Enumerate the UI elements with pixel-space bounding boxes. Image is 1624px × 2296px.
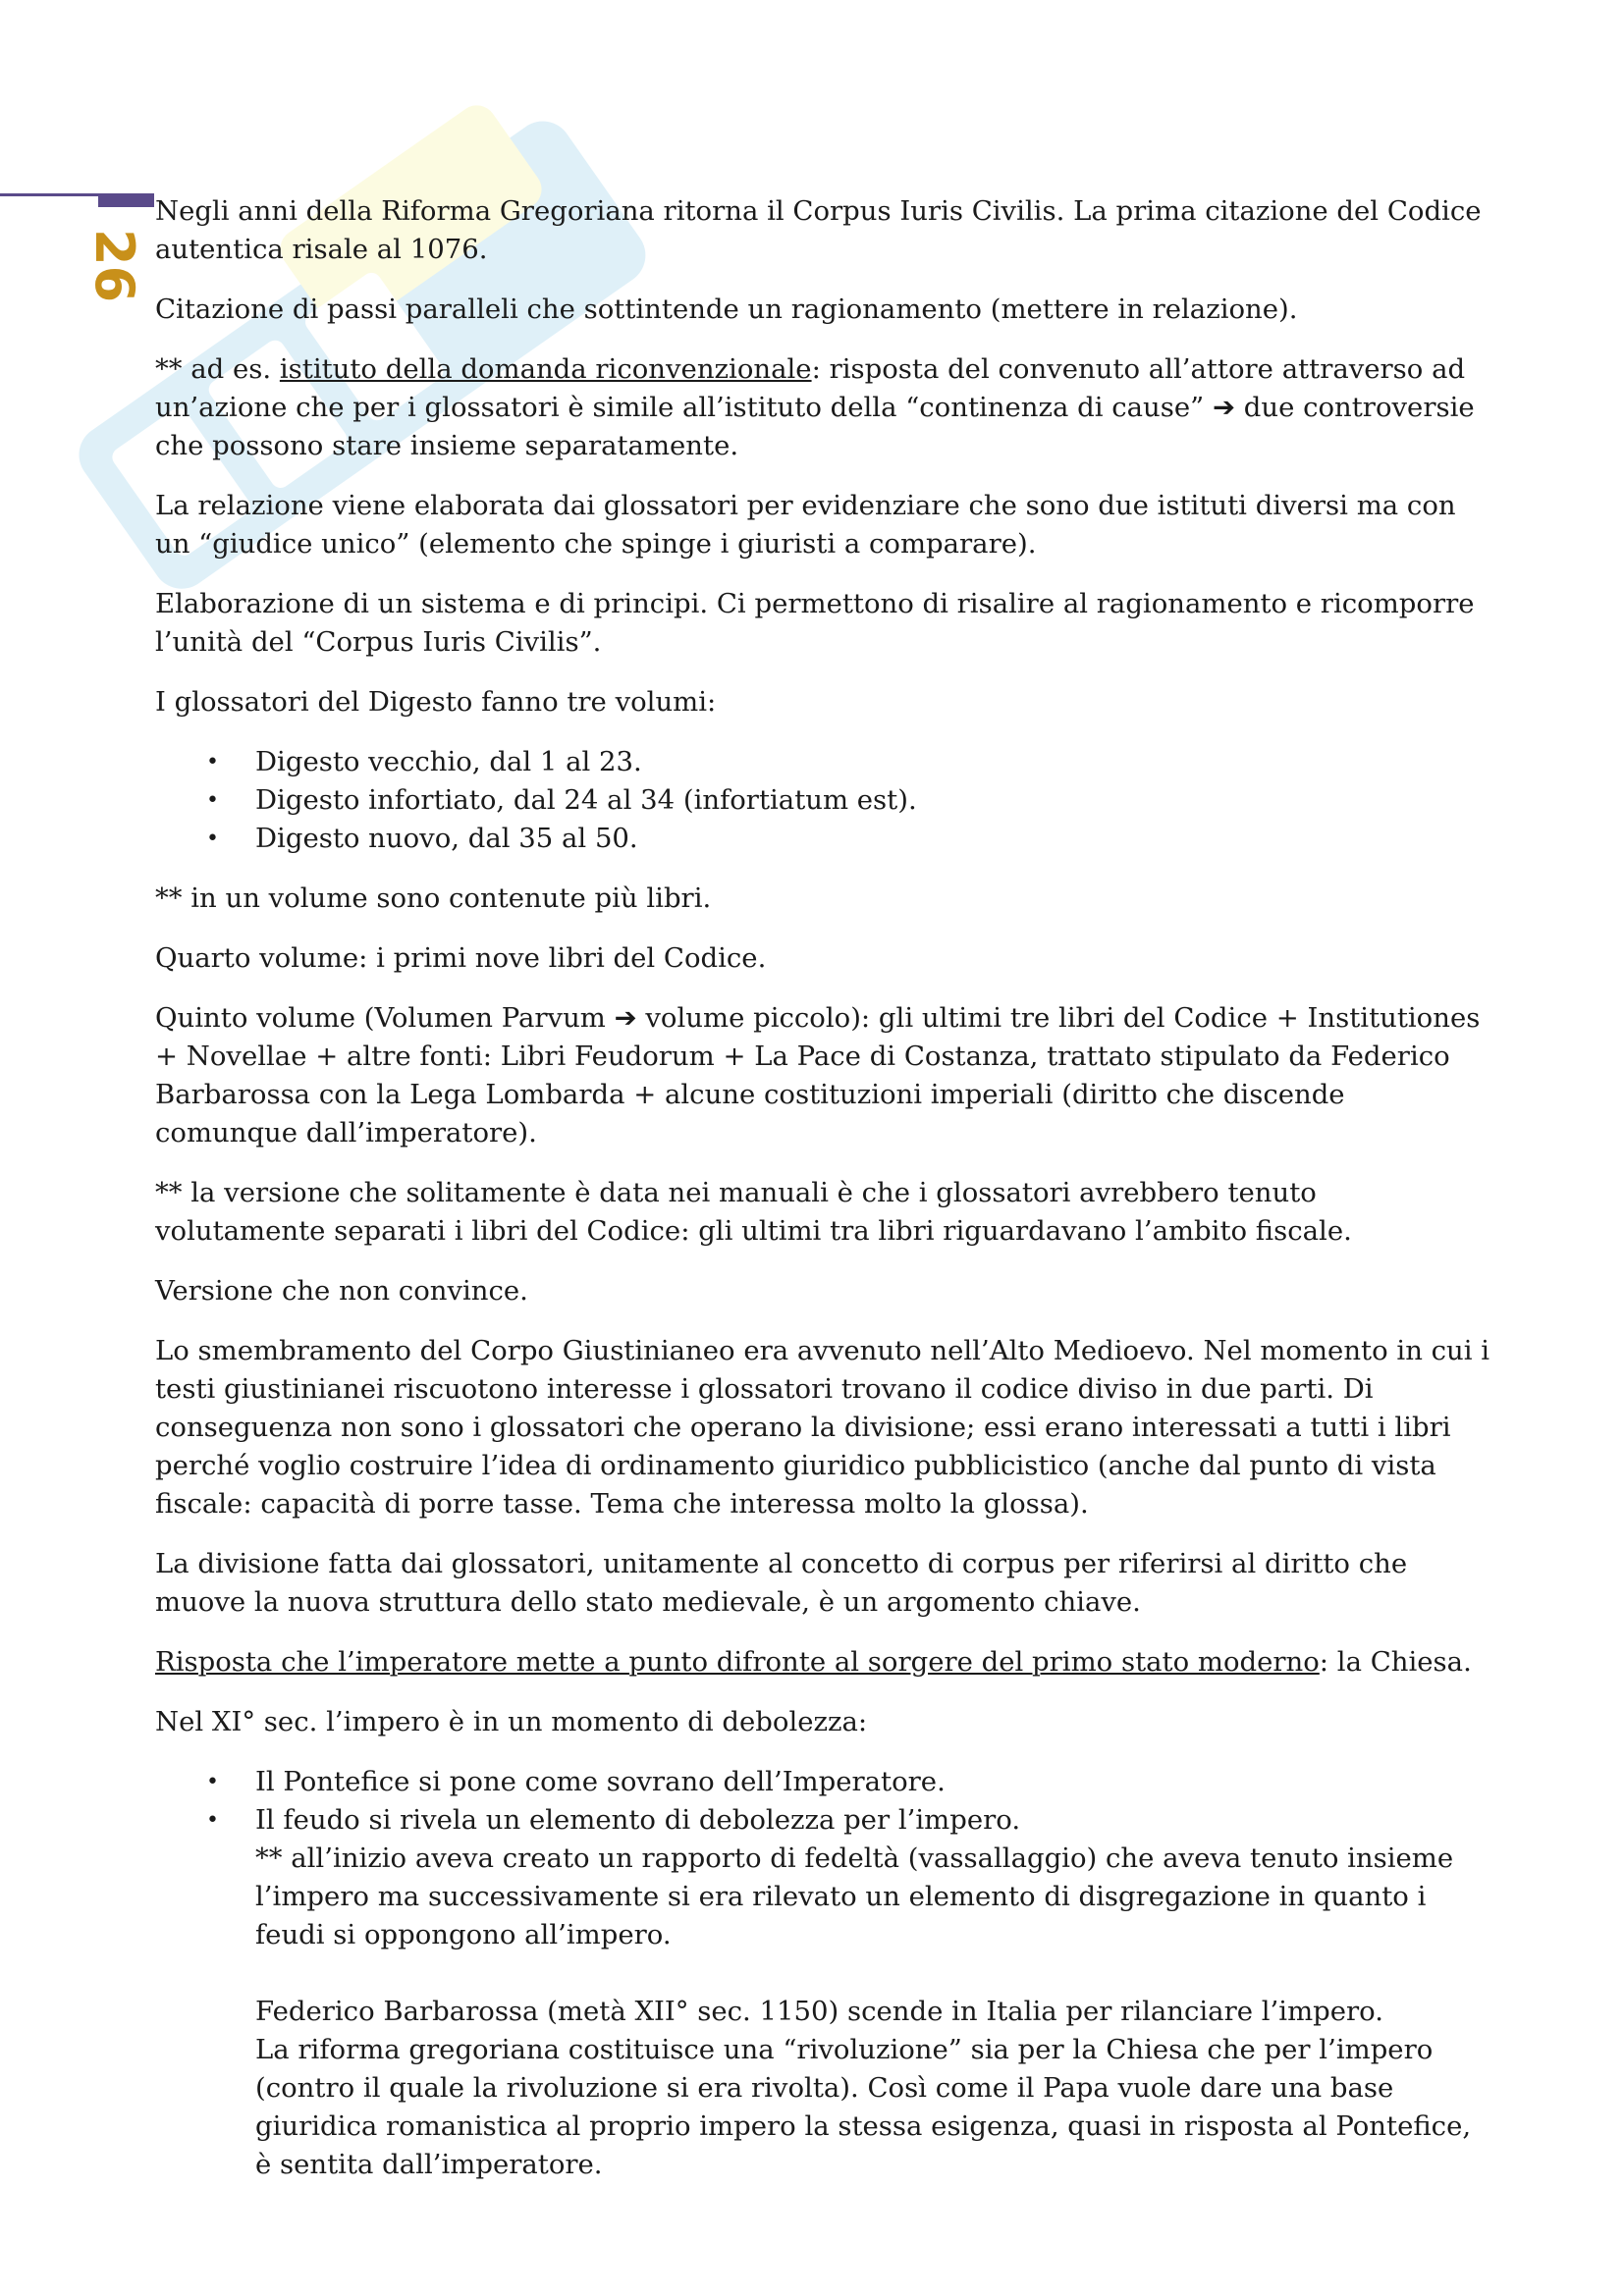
- list-item-text: Il feudo si rivela un elemento di debolezza per l’impero.: [255, 1804, 1021, 1836]
- paragraph: Citazione di passi paralleli che sottintende un ragionamento (mettere in relazione).: [155, 294, 1298, 325]
- paragraph: [155, 999, 1490, 1152]
- paragraph: Versione che non convince.: [155, 1275, 528, 1307]
- list-item: [155, 743, 1490, 781]
- spacer: [255, 1954, 1490, 1993]
- bullet-icon: •: [206, 750, 219, 774]
- digesto-list: [155, 743, 1490, 858]
- list-item-text: Digesto nuovo, dal 35 al 50.: [255, 823, 638, 854]
- paragraph: I glossatori del Digesto fanno tre volumi:: [155, 686, 717, 718]
- list-item-text: Il Pontefice si pone come sovrano dell’Imperatore.: [255, 1766, 946, 1797]
- list-item-note: Federico Barbarossa (metà XII° sec. 1150) scende in Italia per rilanciare l’impero.: [255, 1996, 1383, 2027]
- underlined-text: istituto della domanda riconvenzionale: [279, 353, 812, 385]
- text: : risposta del convenuto all’attore attraverso ad un’azione che per i glossatori è simile all’istituto della “continenza di cause”: [155, 353, 1466, 423]
- list-item-note: ** all’inizio aveva creato un rapporto di fedeltà (vassallaggio) che aveva tenuto insieme l’impero ma successivamente si era rilevato un elemento di disgregazione in quanto i feudi si oppongono all’impero.: [255, 1842, 1454, 1950]
- underlined-text: Risposta che l’imperatore mette a punto difronte al sorgere del primo stato moderno: [155, 1646, 1320, 1678]
- paragraph: ** in un volume sono contenute più libri.: [155, 882, 712, 914]
- paragraph: La relazione viene elaborata dai glossatori per evidenziare che sono due istituti diversi ma con un “giudice unico” (elemento che spinge i giuristi a comparare).: [155, 490, 1456, 560]
- list-item: [155, 820, 1490, 858]
- list-item: [155, 1763, 1490, 1801]
- text: Quinto volume (Volumen Parvum: [155, 1002, 615, 1034]
- list-item-text: Digesto vecchio, dal 1 al 23.: [255, 746, 642, 777]
- text: ** ad es.: [155, 353, 280, 385]
- header-rule: [0, 193, 98, 196]
- text: volume piccolo): gli ultimi tre libri del Codice + Institutiones + Novellae + altre fonti: Libri Feudorum + La Pace di Costanza, trattato stipulato da Federico Barbarossa con la Lega Lombarda + alcune costituzioni imperiali (diritto che discende comunque dall’imperatore).: [155, 1002, 1481, 1148]
- document-body: [155, 192, 1490, 2206]
- paragraph: [155, 350, 1490, 465]
- page-number: 26: [83, 229, 145, 303]
- paragraph: Negli anni della Riforma Gregoriana ritorna il Corpus Iuris Civilis. La prima citazione del Codice autentica risale al 1076.: [155, 195, 1482, 265]
- paragraph: Quarto volume: i primi nove libri del Codice.: [155, 942, 767, 974]
- header-tab: [98, 193, 154, 207]
- paragraph: Lo smembramento del Corpo Giustinianeo era avvenuto nell’Alto Medioevo. Nel momento in cui i testi giustinianei riscuotono interesse i glossatori trovano il codice diviso in due parti. Di conseguenza non sono i glossatori che operano la divisione; essi erano interessati a tutti i libri perché voglio costruire l’idea di ordinamento giuridico pubblicistico (anche dal punto di vista fiscale: capacità di porre tasse. Tema che interessa molto la glossa).: [155, 1335, 1490, 1520]
- list-item: [155, 781, 1490, 820]
- arrow-icon: ➔: [614, 1002, 637, 1034]
- list-item-text: Digesto infortiato, dal 24 al 34 (infortiatum est).: [255, 784, 917, 816]
- bullet-icon: •: [206, 827, 219, 851]
- text: due controversie che possono stare insieme separatamente.: [155, 392, 1475, 461]
- list-item: [155, 1801, 1490, 2184]
- arrow-icon: ➔: [1212, 392, 1236, 423]
- paragraph: ** la versione che solitamente è data nei manuali è che i glossatori avrebbero tenuto volutamente separati i libri del Codice: gli ultimi tra libri riguardavano l’ambito fiscale.: [155, 1177, 1352, 1247]
- bullet-icon: •: [206, 1770, 219, 1794]
- paragraph: Elaborazione di un sistema e di principi. Ci permettono di risalire al ragionamento e ricomporre l’unità del “Corpus Iuris Civilis”.: [155, 588, 1475, 658]
- bullet-icon: •: [206, 788, 219, 813]
- paragraph: Nel XI° sec. l’impero è in un momento di debolezza:: [155, 1706, 868, 1737]
- impero-list: [155, 1763, 1490, 2184]
- list-item-note: La riforma gregoriana costituisce una “rivoluzione” sia per la Chiesa che per l’impero (contro il quale la rivoluzione si era rivolta). Così come il Papa vuole dare una base giuridica romanistica al proprio impero la stessa esigenza, quasi in risposta al Pontefice, è sentita dall’imperatore.: [255, 2034, 1472, 2180]
- paragraph: La divisione fatta dai glossatori, unitamente al concetto di corpus per riferirsi al diritto che muove la nuova struttura dello stato medievale, è un argomento chiave.: [155, 1548, 1408, 1618]
- paragraph: [155, 1643, 1490, 1682]
- text: : la Chiesa.: [1319, 1646, 1472, 1678]
- bullet-icon: •: [206, 1808, 219, 1833]
